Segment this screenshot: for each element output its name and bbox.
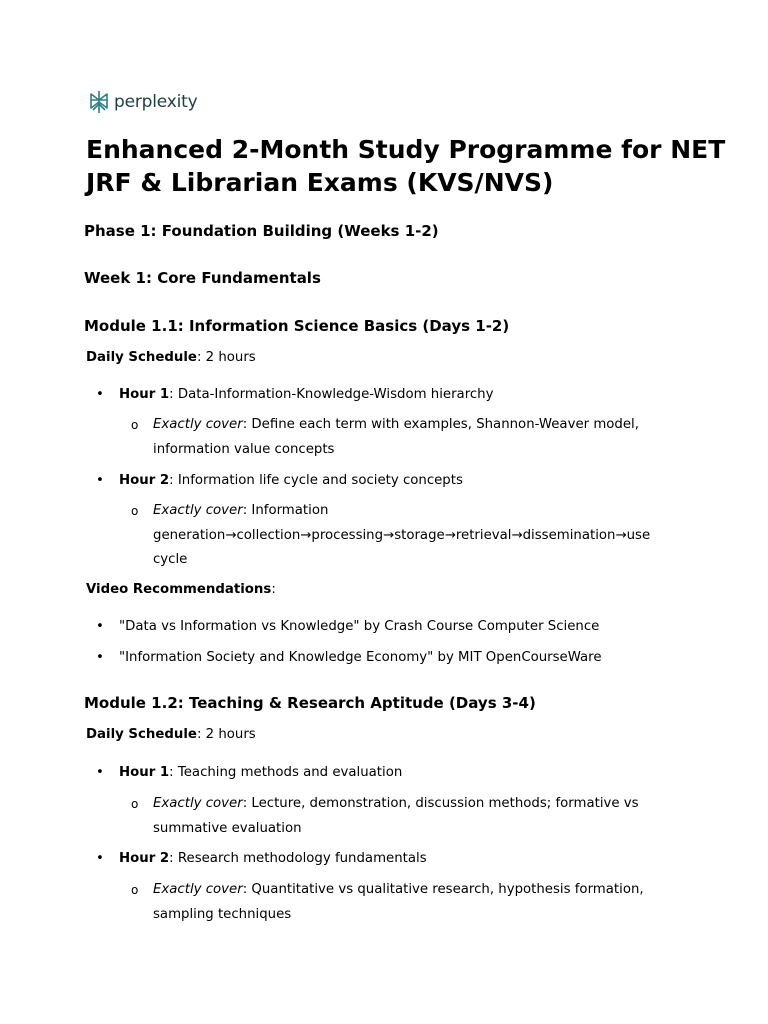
hour-label: Hour 2 [119,473,170,488]
video-colon: : [271,582,276,597]
sub-text-line: : Lecture, demonstration, discussion methods; formative vs [242,796,639,811]
exactly-cover-label: Exactly cover [153,796,243,811]
module-1-2-heading: Module 1.2: Teaching & Research Aptitude (Days 3-4) [84,694,536,712]
daily-schedule-1-2 [86,726,256,744]
sub-text-line: cycle [153,552,188,567]
daily-schedule-value: : 2 hours [196,350,256,365]
sub-text-line: generation→collection→processing→storage→retrieval→dissemination→use [153,527,651,543]
hour-text: : Data-Information-Knowledge-Wisdom hierarchy [169,387,494,402]
daily-schedule-label: Daily Schedule [86,727,197,742]
daily-schedule-label: Daily Schedule [86,350,197,365]
exactly-cover-label: Exactly cover [153,503,243,518]
hour-label: Hour 1 [119,387,170,402]
hour-label: Hour 1 [119,765,170,780]
sub-bullet-marker: o [131,418,139,432]
bullet-marker: • [96,473,104,488]
sub-text-line: sampling techniques [153,906,292,922]
bullet-marker: • [96,851,104,866]
video-item: "Information Society and Knowledge Economy" by MIT OpenCourseWare [119,650,602,665]
exactly-cover-label: Exactly cover [153,882,243,897]
hour-label: Hour 2 [119,851,170,866]
module-1-1-heading: Module 1.1: Information Science Basics (Days 1-2) [84,317,510,335]
phase-heading: Phase 1: Foundation Building (Weeks 1-2) [84,222,439,240]
bullet-marker: • [96,387,104,402]
video-item: "Data vs Information vs Knowledge" by Crash Course Computer Science [119,619,600,634]
sub-text-line: : Information [242,503,329,518]
video-recommendations [86,581,276,599]
bullet-marker: • [96,650,104,665]
logo-wordmark: perplexity [114,92,198,112]
bullet-marker: • [96,619,104,634]
sub-text-line: information value concepts [153,441,335,457]
exactly-cover-label: Exactly cover [153,417,243,432]
week-heading: Week 1: Core Fundamentals [84,269,321,287]
sub-text-line: : Quantitative vs qualitative research, hypothesis formation, [242,882,644,897]
sub-bullet-marker: o [131,504,139,518]
sub-text-line: summative evaluation [153,820,302,836]
hour-text: : Research methodology fundamentals [169,851,427,866]
daily-schedule-value: : 2 hours [196,727,256,742]
perplexity-mark-icon [88,90,110,114]
document-title: Enhanced 2-Month Study Programme for NET JRF & Librarian Exams (KVS/NVS) [86,135,726,197]
hour-text: : Teaching methods and evaluation [169,765,403,780]
bullet-marker: • [96,765,104,780]
daily-schedule-1-1 [86,349,256,367]
hour-text: : Information life cycle and society concepts [169,473,463,488]
sub-text-line: : Define each term with examples, Shannon-Weaver model, [242,417,639,432]
sub-bullet-marker: o [131,883,139,897]
perplexity-logo [88,90,197,114]
sub-bullet-marker: o [131,797,139,811]
video-recommendations-label: Video Recommendations [86,582,272,597]
